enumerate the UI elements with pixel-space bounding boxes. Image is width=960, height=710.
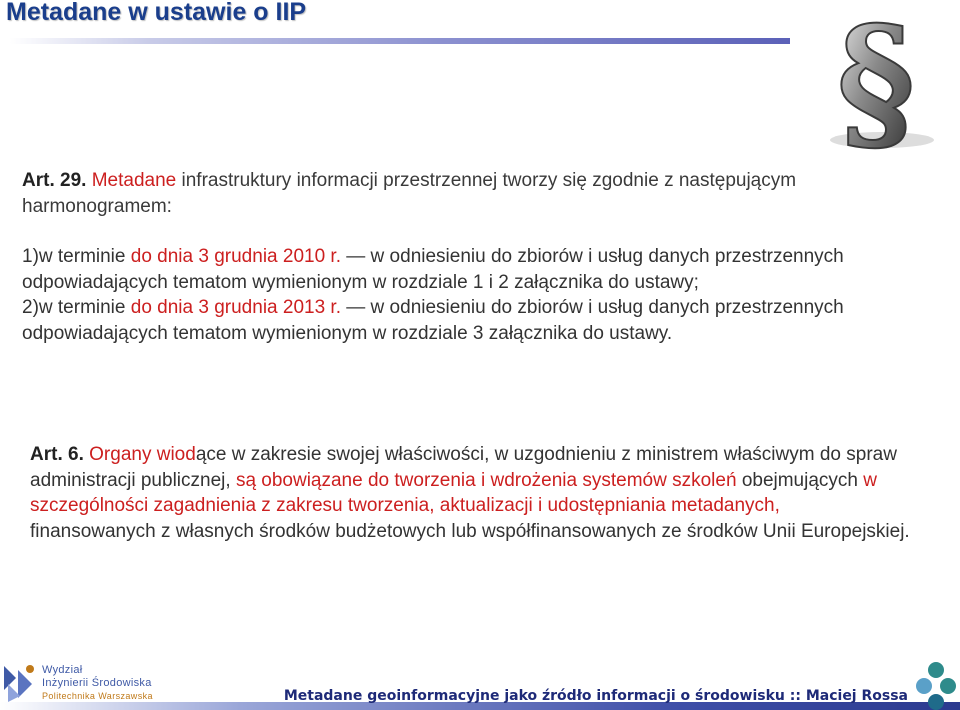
article-6-highlight-3: w szczególności zagadnienia z zakresu tworzenia, aktualizacji i udostępniania metadanych, (30, 469, 877, 516)
item-1-prefix: 1)w terminie (22, 246, 126, 267)
article-6-text-3: finansowanych z własnych środków budżetowych lub współfinansowanych ze środków Unii Europejskiej. (30, 520, 910, 542)
faculty-name (42, 664, 153, 703)
item-2-deadline: do dnia 3 grudnia 2013 r. (130, 297, 341, 318)
article-6-label: Art. 6. (30, 444, 84, 465)
page-title: Metadane w ustawie o IIP (6, 0, 307, 26)
svg-text:§: § (836, 12, 916, 152)
faculty-line-1: Wydział (42, 664, 83, 676)
article-6-text-2: obejmujących (741, 469, 858, 491)
item-1-deadline: do dnia 3 grudnia 2010 r. (130, 246, 341, 267)
faculty-logo-icon (2, 660, 38, 704)
article-29 (22, 168, 902, 346)
item-2-text: — w odniesieniu do zbiorów i usług danych przestrzennych odpowiadających tematom wymienionym w rozdziale 3 załącznika do ustawy. (22, 297, 844, 344)
paragraph-section-icon (812, 12, 940, 152)
item-1-text: — w odniesieniu do zbiorów i usług danych przestrzennych odpowiadających tematom wymienionym w rozdziale 1 i 2 załącznika do ustawy; (22, 246, 844, 293)
article-6 (30, 442, 910, 544)
item-2-prefix: 2)w terminie (22, 297, 126, 318)
faculty-line-2: Inżynierii Środowiska (42, 677, 152, 689)
article-29-lead: infrastruktury informacji przestrzennej tworzy się zgodnie z następującym harmonogramem: (22, 170, 797, 217)
article-29-item-2 (22, 295, 902, 346)
article-6-highlight-2: są obowiązane do tworzenia i wdrożenia systemów szkoleń (235, 469, 737, 491)
corner-logo-icon (912, 660, 960, 710)
article-29-item-1 (22, 244, 902, 295)
faculty-line-3: Politechnika Warszawska (42, 691, 153, 701)
article-29-label: Art. 29. (22, 170, 87, 191)
title-underline (10, 38, 790, 44)
article-29-lead-highlight: Metadane (91, 170, 177, 191)
article-6-text-1: ące w zakresie swojej właściwości, w uzgodnieniu z ministrem właściwym do spraw administracji publicznej, (30, 444, 897, 491)
article-6-highlight-1: Organy wiod (89, 444, 196, 465)
footer-caption: Metadane geoinformacyjne jako źródło informacji o środowisku :: Maciej Rossa (283, 688, 908, 704)
